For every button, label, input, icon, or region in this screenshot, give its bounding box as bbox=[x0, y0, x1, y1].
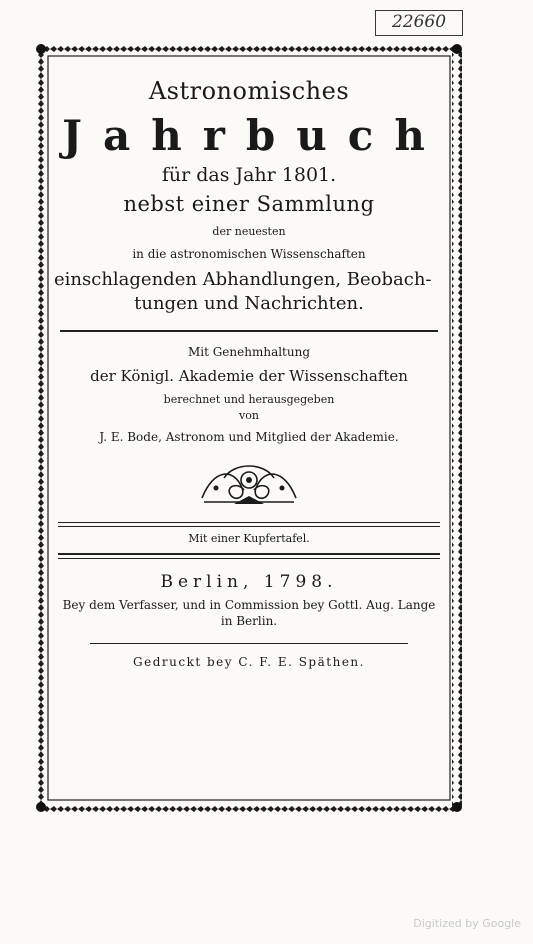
shelfmark-stamp: 22660 bbox=[375, 10, 463, 36]
title-line-nachrichten: tungen und Nachrichten. bbox=[134, 293, 364, 314]
title-line-jahrbuch: Jahrbuch bbox=[62, 111, 446, 160]
publisher-line-author: J. E. Bode, Astronom und Mitglied der Akademie. bbox=[99, 430, 399, 444]
publisher-line-herausgegeben: berechnet und herausgegeben bbox=[163, 393, 335, 406]
title-line-wissenschaften: in die astronomischen Wissenschaften bbox=[132, 247, 366, 261]
title-line-astronomisches: Astronomisches bbox=[148, 77, 350, 105]
double-rule-top bbox=[58, 522, 440, 527]
title-page bbox=[50, 62, 448, 670]
printer-rule bbox=[90, 643, 408, 644]
imprint-publisher: Bey dem Verfasser, und in Commission bey Gottl. Aug. Lange bbox=[62, 598, 436, 612]
printers-ornament-icon bbox=[194, 458, 304, 508]
publisher-line-akademie: der Königl. Akademie der Wissenschaften bbox=[90, 367, 408, 385]
double-rule-bottom bbox=[58, 553, 440, 559]
title-line-neuesten: der neuesten bbox=[212, 225, 286, 238]
title-line-abhandlungen: einschlagenden Abhandlungen, Beobach- bbox=[54, 269, 432, 290]
title-line-sammlung: nebst einer Sammlung bbox=[123, 192, 375, 216]
imprint-city-year: Berlin, 1798. bbox=[160, 572, 338, 592]
digitization-watermark: Digitized by Google bbox=[413, 917, 521, 930]
imprint-location: in Berlin. bbox=[220, 614, 278, 628]
title-line-year: für das Jahr 1801. bbox=[161, 164, 337, 186]
printer-line: Gedruckt bey C. F. E. Späthen. bbox=[133, 655, 365, 669]
plate-note: Mit einer Kupfertafel. bbox=[188, 532, 310, 545]
divider-rule bbox=[60, 330, 438, 332]
publisher-line-von: von bbox=[239, 409, 259, 422]
publisher-line-genehmhaltung: Mit Genehmhaltung bbox=[187, 345, 311, 359]
